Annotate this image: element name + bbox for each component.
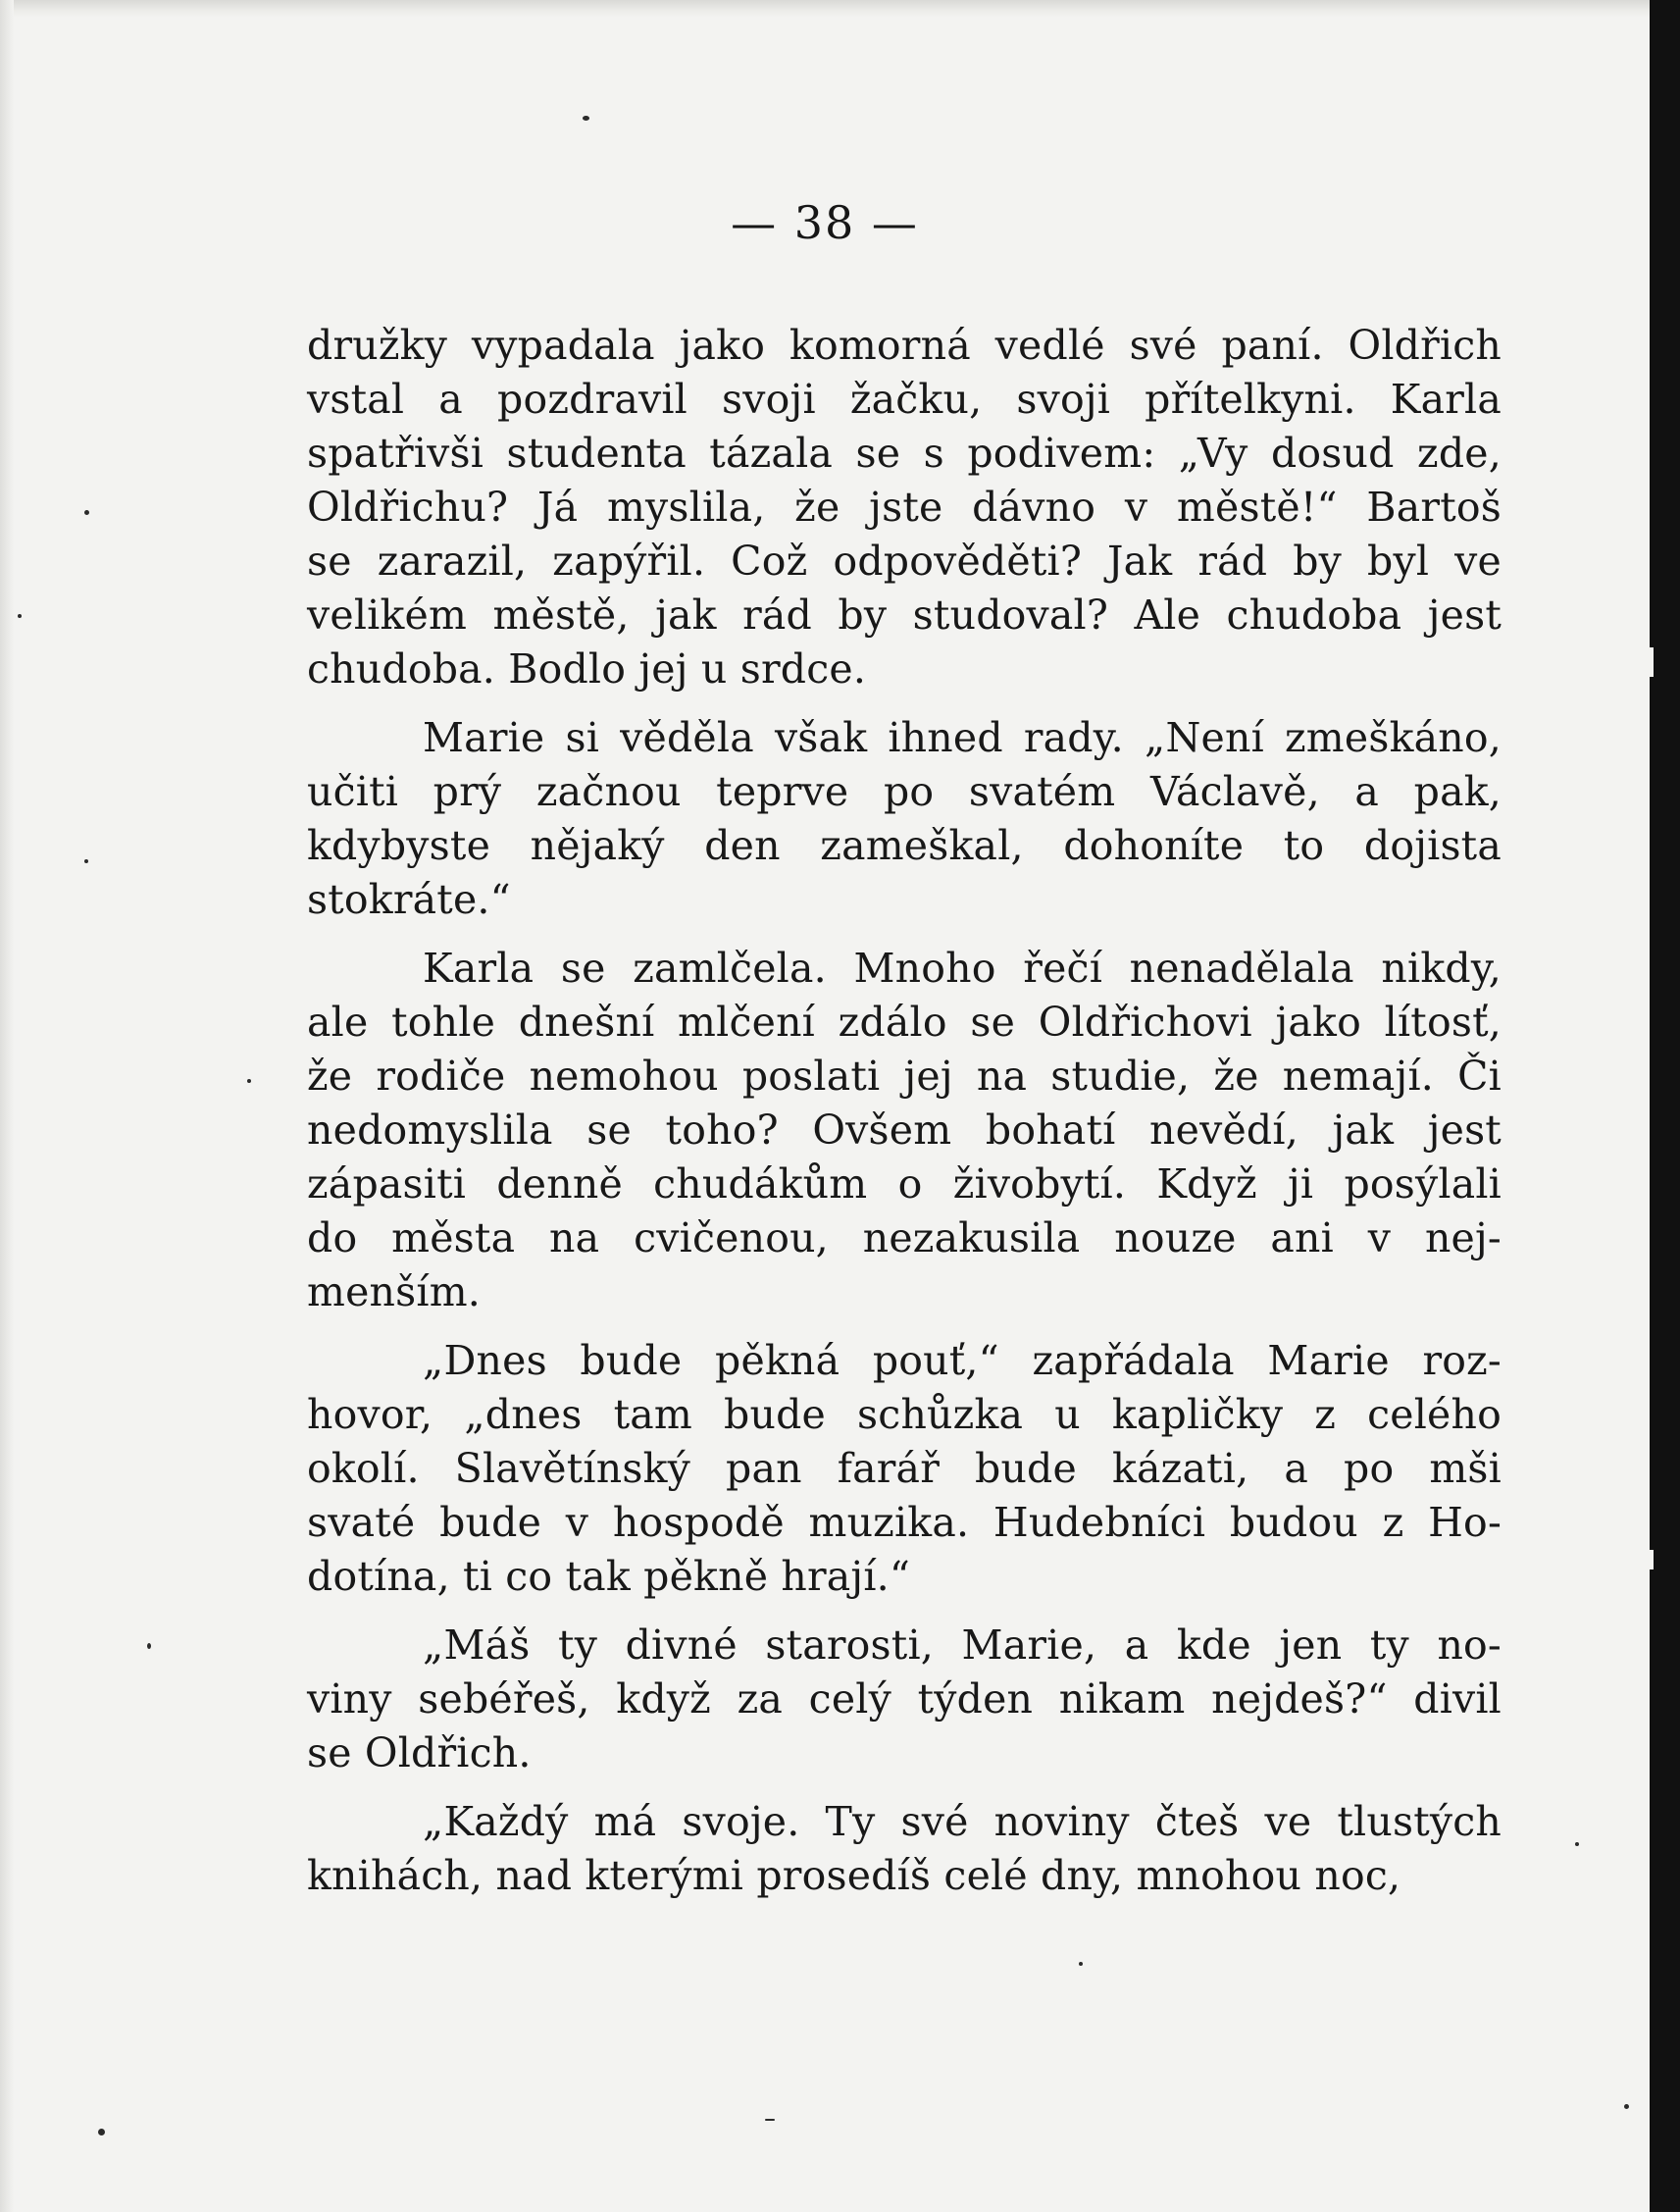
text-line: do města na cvičenou, nezakusila nouze ani v nej- bbox=[307, 1214, 1502, 1261]
text-line: zápasiti denně chudákům o živobytí. Když ji posýlali bbox=[307, 1160, 1502, 1208]
scan-right-border bbox=[1650, 0, 1680, 2212]
border-notch bbox=[1650, 647, 1654, 677]
text-line: družky vypadala jako komorná vedlé své paní. Oldřich bbox=[307, 322, 1502, 369]
ink-speck bbox=[84, 859, 88, 863]
paragraph bbox=[307, 319, 1502, 696]
ink-speck bbox=[98, 2129, 105, 2135]
text-line: velikém městě, jak rád by studoval? Ale chudoba jest bbox=[307, 592, 1502, 639]
paragraph bbox=[307, 1619, 1502, 1780]
ink-speck bbox=[84, 510, 89, 515]
text-line: se Oldřich. bbox=[307, 1729, 532, 1776]
text-line: učiti prý začnou teprve po svatém Václavě, a pak, bbox=[307, 768, 1502, 815]
paragraph-gap bbox=[307, 1319, 1502, 1334]
text-line: knihách, nad kterými prosedíš celé dny, mnohou noc, bbox=[307, 1852, 1401, 1899]
paragraph-gap bbox=[307, 696, 1502, 711]
text-line: stokráte.“ bbox=[307, 876, 511, 923]
ink-speck bbox=[147, 1643, 151, 1649]
text-line: dotína, ti co tak pěkně hrají.“ bbox=[307, 1553, 911, 1600]
text-line: ale tohle dnešní mlčení zdálo se Oldřichovi jako lítosť, bbox=[307, 999, 1502, 1046]
text-line: Marie si věděla však ihned rady. „Není zmeškáno, bbox=[423, 714, 1502, 761]
text-line: „Máš ty divné starosti, Marie, a kde jen ty no- bbox=[423, 1621, 1502, 1669]
ink-speck bbox=[1575, 1842, 1579, 1846]
text-line: Karla se zamlčela. Mnoho řečí nenadělala nikdy, bbox=[423, 945, 1502, 992]
text-line: spatřivši studenta tázala se s podivem: „Vy dosud zde, bbox=[307, 430, 1502, 477]
ink-speck bbox=[765, 2119, 775, 2121]
page-left-edge bbox=[0, 0, 14, 2212]
text-line: menším. bbox=[307, 1268, 482, 1315]
text-line: svaté bude v hospodě muzika. Hudebníci budou z Ho- bbox=[307, 1499, 1502, 1546]
text-line: viny sebéřeš, když za celý týden nikam nejdeš?“ divil bbox=[307, 1675, 1502, 1723]
ink-speck bbox=[1079, 1962, 1083, 1966]
paragraph bbox=[307, 1334, 1502, 1604]
ink-speck bbox=[18, 614, 22, 618]
paragraph bbox=[307, 1795, 1502, 1903]
text-line: „Každý má svoje. Ty své noviny čteš ve tlustých bbox=[423, 1798, 1502, 1845]
text-line: „Dnes bude pěkná pouť,“ zapřádala Marie roz- bbox=[423, 1337, 1502, 1384]
text-line: chudoba. Bodlo jej u srdce. bbox=[307, 645, 867, 693]
text-line: hovor, „dnes tam bude schůzka u kapličky z celého bbox=[307, 1391, 1502, 1438]
text-line: že rodiče nemohou poslati jej na studie, že nemají. Či bbox=[307, 1053, 1502, 1100]
text-line: vstal a pozdravil svoji žačku, svoji přítelkyni. Karla bbox=[307, 376, 1502, 423]
text-line: okolí. Slavětínský pan farář bude kázati, a po mši bbox=[307, 1445, 1502, 1492]
paragraph-gap bbox=[307, 1604, 1502, 1619]
border-notch bbox=[1650, 1550, 1654, 1569]
page-top-edge bbox=[0, 0, 1650, 18]
ink-speck bbox=[1624, 2104, 1629, 2109]
body-text bbox=[307, 319, 1502, 1903]
paragraph bbox=[307, 942, 1502, 1319]
page-number: — 38 — bbox=[731, 196, 919, 249]
text-line: Oldřichu? Já myslila, že jste dávno v městě!“ Bartoš bbox=[307, 484, 1502, 531]
text-line: se zarazil, zapýřil. Což odpověděti? Jak rád by byl ve bbox=[307, 538, 1502, 585]
paragraph bbox=[307, 711, 1502, 927]
text-line: kdybyste nějaký den zameškal, dohoníte to dojista bbox=[307, 822, 1502, 869]
paragraph-gap bbox=[307, 1780, 1502, 1795]
paragraph-gap bbox=[307, 927, 1502, 942]
text-line: nedomyslila se toho? Ovšem bohatí nevědí, jak jest bbox=[307, 1106, 1502, 1154]
ink-speck bbox=[583, 116, 589, 121]
ink-speck bbox=[247, 1079, 251, 1083]
